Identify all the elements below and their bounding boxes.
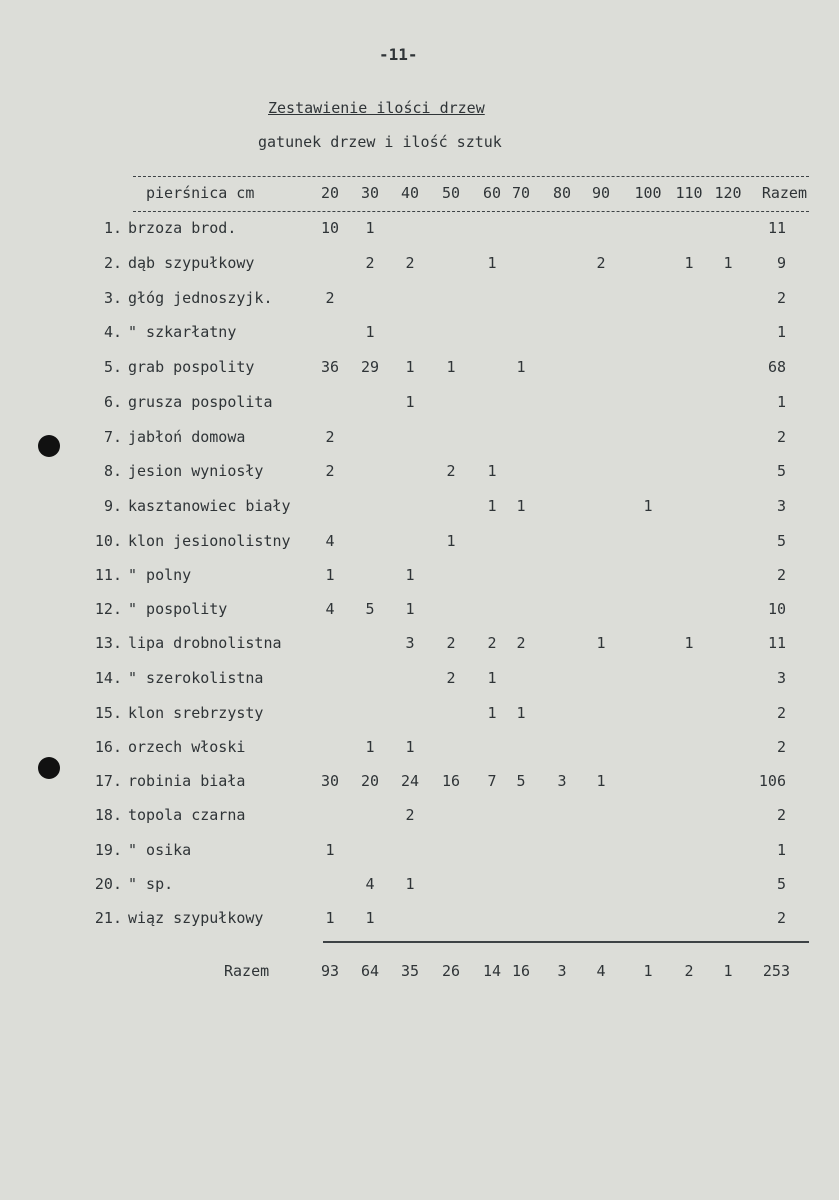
row-total: 5 <box>776 532 786 550</box>
table-cell: 1 <box>405 875 415 893</box>
row-number: 6. <box>103 393 122 411</box>
header-col-20: 20 <box>320 184 340 202</box>
row-number: 19. <box>94 841 122 859</box>
document-subtitle: gatunek drzew i ilość sztuk <box>258 133 502 151</box>
totals-cell: 93 <box>320 962 340 980</box>
table-cell: 1 <box>405 393 415 411</box>
table-cell: 1 <box>446 532 456 550</box>
species-name: " szkarłatny <box>128 323 237 341</box>
row-total: 5 <box>776 462 786 480</box>
species-name: orzech włoski <box>128 738 246 756</box>
row-number: 14. <box>94 669 122 687</box>
table-cell: 1 <box>365 323 375 341</box>
punch-hole-bottom <box>38 757 60 779</box>
species-name: dąb szypułkowy <box>128 254 255 272</box>
totals-cell: 14 <box>482 962 502 980</box>
table-cell: 2 <box>516 634 526 652</box>
row-total: 2 <box>776 909 786 927</box>
table-cell: 1 <box>684 634 694 652</box>
species-name: lipa drobnolistna <box>128 634 282 652</box>
totals-cell: 1 <box>643 962 653 980</box>
grand-total: 253 <box>762 962 790 980</box>
table-cell: 2 <box>365 254 375 272</box>
table-cell: 2 <box>596 254 606 272</box>
row-total: 9 <box>776 254 786 272</box>
table-cell: 3 <box>557 772 567 790</box>
header-col-30: 30 <box>360 184 380 202</box>
row-number: 9. <box>103 497 122 515</box>
table-cell: 1 <box>325 909 335 927</box>
row-total: 1 <box>776 841 786 859</box>
row-total: 68 <box>767 358 786 376</box>
row-total: 2 <box>776 704 786 722</box>
row-total: 11 <box>767 634 786 652</box>
row-number: 15. <box>94 704 122 722</box>
table-cell: 24 <box>400 772 420 790</box>
header-col-100: 100 <box>634 184 662 202</box>
table-cell: 3 <box>405 634 415 652</box>
species-name: klon srebrzysty <box>128 704 264 722</box>
punch-hole-top <box>38 435 60 457</box>
table-cell: 1 <box>723 254 733 272</box>
row-total: 11 <box>767 219 786 237</box>
totals-cell: 3 <box>557 962 567 980</box>
row-number: 18. <box>94 806 122 824</box>
table-cell: 2 <box>487 634 497 652</box>
row-number: 2. <box>103 254 122 272</box>
table-cell: 2 <box>446 634 456 652</box>
species-name: głóg jednoszyjk. <box>128 289 273 307</box>
table-cell: 1 <box>596 772 606 790</box>
row-number: 5. <box>103 358 122 376</box>
row-number: 13. <box>94 634 122 652</box>
header-col-110: 110 <box>675 184 703 202</box>
row-total: 2 <box>776 566 786 584</box>
table-cell: 2 <box>446 669 456 687</box>
row-total: 1 <box>776 393 786 411</box>
row-total: 2 <box>776 428 786 446</box>
table-cell: 2 <box>405 806 415 824</box>
document-title: Zestawienie ilości drzew <box>268 99 485 117</box>
table-cell: 1 <box>487 669 497 687</box>
table-cell: 1 <box>405 566 415 584</box>
header-col-razem: Razem <box>761 184 807 202</box>
table-cell: 20 <box>360 772 380 790</box>
row-number: 21. <box>94 909 122 927</box>
table-cell: 1 <box>596 634 606 652</box>
row-total: 3 <box>776 497 786 515</box>
table-cell: 1 <box>643 497 653 515</box>
row-number: 20. <box>94 875 122 893</box>
totals-cell: 64 <box>360 962 380 980</box>
row-number: 12. <box>94 600 122 618</box>
row-number: 17. <box>94 772 122 790</box>
table-cell: 1 <box>365 738 375 756</box>
table-cell: 2 <box>325 462 335 480</box>
table-cell: 1 <box>516 358 526 376</box>
table-cell: 1 <box>487 254 497 272</box>
header-col-60: 60 <box>482 184 502 202</box>
table-cell: 2 <box>405 254 415 272</box>
totals-cell: 16 <box>511 962 531 980</box>
species-name: jabłoń domowa <box>128 428 246 446</box>
row-number: 1. <box>103 219 122 237</box>
table-cell: 1 <box>684 254 694 272</box>
species-name: " polny <box>128 566 192 584</box>
table-cell: 1 <box>516 704 526 722</box>
row-number: 3. <box>103 289 122 307</box>
row-total: 3 <box>776 669 786 687</box>
header-col-70: 70 <box>511 184 531 202</box>
species-name: topola czarna <box>128 806 246 824</box>
table-cell: 2 <box>446 462 456 480</box>
row-number: 10. <box>94 532 122 550</box>
table-cell: 1 <box>365 909 375 927</box>
row-total: 10 <box>767 600 786 618</box>
row-total: 106 <box>758 772 786 790</box>
table-cell: 1 <box>405 600 415 618</box>
species-name: " osika <box>128 841 192 859</box>
species-name: klon jesionolistny <box>128 532 291 550</box>
row-total: 2 <box>776 289 786 307</box>
table-cell: 1 <box>487 462 497 480</box>
row-number: 11. <box>94 566 122 584</box>
header-col-40: 40 <box>400 184 420 202</box>
header-bottom-rule <box>133 211 809 212</box>
species-name: brzoza brod. <box>128 219 237 237</box>
species-name: " pospolity <box>128 600 228 618</box>
row-number: 4. <box>103 323 122 341</box>
header-col-120: 120 <box>714 184 742 202</box>
header-top-rule <box>133 176 809 177</box>
totals-cell: 26 <box>441 962 461 980</box>
table-cell: 4 <box>325 600 335 618</box>
table-cell: 1 <box>516 497 526 515</box>
table-cell: 5 <box>516 772 526 790</box>
table-cell: 1 <box>365 219 375 237</box>
table-cell: 16 <box>441 772 461 790</box>
row-number: 7. <box>103 428 122 446</box>
species-name: kasztanowiec biały <box>128 497 291 515</box>
table-cell: 5 <box>365 600 375 618</box>
header-col-80: 80 <box>552 184 572 202</box>
species-name: jesion wyniosły <box>128 462 264 480</box>
row-number: 16. <box>94 738 122 756</box>
table-cell: 1 <box>405 358 415 376</box>
species-name: grusza pospolita <box>128 393 273 411</box>
page-number: -11- <box>379 45 418 64</box>
table-cell: 4 <box>325 532 335 550</box>
totals-cell: 35 <box>400 962 420 980</box>
row-total: 2 <box>776 738 786 756</box>
table-cell: 2 <box>325 428 335 446</box>
species-name: robinia biała <box>128 772 246 790</box>
row-number: 8. <box>103 462 122 480</box>
species-name: wiąz szypułkowy <box>128 909 264 927</box>
totals-cell: 4 <box>596 962 606 980</box>
table-cell: 1 <box>405 738 415 756</box>
totals-label: Razem <box>224 962 270 980</box>
table-cell: 36 <box>320 358 340 376</box>
table-cell: 1 <box>487 497 497 515</box>
species-name: grab pospolity <box>128 358 255 376</box>
row-total: 5 <box>776 875 786 893</box>
species-name: " sp. <box>128 875 174 893</box>
header-col-50: 50 <box>441 184 461 202</box>
row-total: 1 <box>776 323 786 341</box>
totals-cell: 1 <box>723 962 733 980</box>
species-name: " szerokolistna <box>128 669 264 687</box>
totals-cell: 2 <box>684 962 694 980</box>
table-cell: 7 <box>487 772 497 790</box>
table-cell: 4 <box>365 875 375 893</box>
table-cell: 2 <box>325 289 335 307</box>
header-col-90: 90 <box>591 184 611 202</box>
table-cell: 1 <box>446 358 456 376</box>
table-cell: 1 <box>325 566 335 584</box>
table-cell: 10 <box>320 219 340 237</box>
table-cell: 29 <box>360 358 380 376</box>
header-diameter-label: pierśnica cm <box>146 184 255 202</box>
table-cell: 1 <box>325 841 335 859</box>
row-total: 2 <box>776 806 786 824</box>
totals-rule <box>323 941 809 943</box>
table-cell: 1 <box>487 704 497 722</box>
table-cell: 30 <box>320 772 340 790</box>
